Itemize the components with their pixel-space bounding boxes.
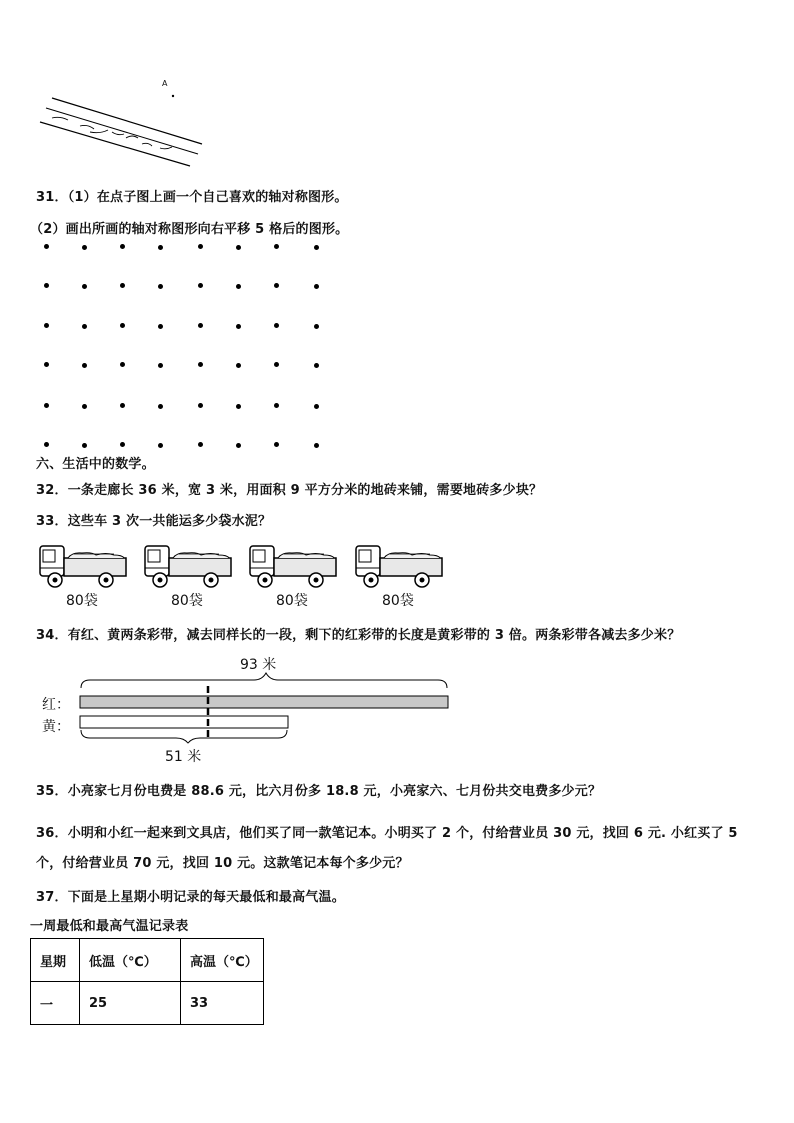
cement-truck bbox=[143, 542, 233, 594]
grid-dot[interactable] bbox=[314, 324, 319, 329]
river-map-sketch bbox=[30, 70, 210, 170]
grid-dot[interactable] bbox=[120, 442, 125, 447]
grid-dot[interactable] bbox=[198, 323, 203, 328]
truck-icon bbox=[143, 542, 233, 590]
cell-weekday: 一 bbox=[31, 982, 80, 1025]
header-low-temp: 低温（℃） bbox=[80, 939, 181, 982]
truck-icon bbox=[248, 542, 338, 590]
cement-truck bbox=[354, 542, 444, 594]
grid-dot[interactable] bbox=[236, 363, 241, 368]
grid-dot[interactable] bbox=[198, 403, 203, 408]
grid-dot[interactable] bbox=[158, 245, 163, 250]
q33-text: 33．这些车 3 次一共能运多少袋水泥？ bbox=[36, 514, 272, 529]
grid-dot[interactable] bbox=[120, 244, 125, 249]
ribbon-diagram bbox=[78, 672, 454, 744]
truck-label: 80袋 bbox=[66, 593, 98, 609]
grid-dot[interactable] bbox=[314, 404, 319, 409]
cell-low-temp: 25 bbox=[80, 982, 181, 1025]
header-high-temp: 高温（℃） bbox=[181, 939, 264, 982]
temperature-table bbox=[30, 938, 264, 1025]
map-point-label: A bbox=[162, 79, 168, 88]
q31-part2: （2）画出所画的轴对称图形向右平移 5 格后的图形。 bbox=[30, 222, 349, 237]
grid-dot[interactable] bbox=[82, 363, 87, 368]
grid-dot[interactable] bbox=[120, 283, 125, 288]
grid-dot[interactable] bbox=[236, 324, 241, 329]
diagram-bottom-label: 51 米 bbox=[165, 749, 202, 765]
grid-dot[interactable] bbox=[236, 245, 241, 250]
grid-dot[interactable] bbox=[44, 244, 49, 249]
grid-dot[interactable] bbox=[82, 324, 87, 329]
q35-text: 35．小亮家七月份电费是 88.6 元，比六月份多 18.8 元，小亮家六、七月份共交电费多少元？ bbox=[36, 784, 602, 799]
q36-line2: 个，付给营业员 70 元，找回 10 元。这款笔记本每个多少元？ bbox=[36, 856, 409, 871]
grid-dot[interactable] bbox=[314, 443, 319, 448]
grid-dot[interactable] bbox=[198, 244, 203, 249]
diagram-top-label: 93 米 bbox=[240, 657, 277, 673]
diagram-red-label: 红： bbox=[42, 697, 70, 713]
q31-part1: 31．（1）在点子图上画一个自己喜欢的轴对称图形。 bbox=[36, 190, 348, 205]
grid-dot[interactable] bbox=[44, 362, 49, 367]
grid-dot[interactable] bbox=[158, 284, 163, 289]
truck-label: 80袋 bbox=[276, 593, 308, 609]
grid-dot[interactable] bbox=[158, 404, 163, 409]
table-row bbox=[31, 982, 264, 1025]
header-weekday: 星期 bbox=[31, 939, 80, 982]
grid-dot[interactable] bbox=[82, 404, 87, 409]
table-title: 一周最低和最高气温记录表 bbox=[30, 919, 189, 934]
grid-dot[interactable] bbox=[82, 284, 87, 289]
grid-dot[interactable] bbox=[44, 323, 49, 328]
truck-icon bbox=[38, 542, 128, 590]
grid-dot[interactable] bbox=[44, 442, 49, 447]
grid-dot[interactable] bbox=[314, 245, 319, 250]
grid-dot[interactable] bbox=[274, 442, 279, 447]
grid-dot[interactable] bbox=[44, 403, 49, 408]
grid-dot[interactable] bbox=[236, 404, 241, 409]
grid-dot[interactable] bbox=[198, 283, 203, 288]
red-ribbon-bar bbox=[80, 696, 448, 708]
grid-dot[interactable] bbox=[82, 245, 87, 250]
diagram-yellow-label: 黄： bbox=[42, 719, 70, 735]
grid-dot[interactable] bbox=[158, 324, 163, 329]
grid-dot[interactable] bbox=[236, 284, 241, 289]
grid-dot[interactable] bbox=[158, 363, 163, 368]
grid-dot[interactable] bbox=[274, 244, 279, 249]
grid-dot[interactable] bbox=[198, 442, 203, 447]
cell-high-temp: 33 bbox=[181, 982, 264, 1025]
grid-dot[interactable] bbox=[198, 362, 203, 367]
q34-text: 34．有红、黄两条彩带，减去同样长的一段，剩下的红彩带的长度是黄彩带的 3 倍。两条彩带各减去多少米？ bbox=[36, 628, 681, 643]
grid-dot[interactable] bbox=[314, 284, 319, 289]
grid-dot[interactable] bbox=[314, 363, 319, 368]
grid-dot[interactable] bbox=[274, 362, 279, 367]
q37-text: 37．下面是上星期小明记录的每天最低和最高气温。 bbox=[36, 890, 345, 905]
grid-dot[interactable] bbox=[82, 443, 87, 448]
yellow-ribbon-bar bbox=[80, 716, 288, 728]
cement-truck bbox=[248, 542, 338, 594]
truck-label: 80袋 bbox=[171, 593, 203, 609]
cement-truck bbox=[38, 542, 128, 594]
q36-line1: 36．小明和小红一起来到文具店，他们买了同一款笔记本。小明买了 2 个，付给营业员 30 元，找回 6 元. 小红买了 5 bbox=[36, 826, 738, 841]
grid-dot[interactable] bbox=[274, 283, 279, 288]
grid-dot[interactable] bbox=[44, 283, 49, 288]
truck-icon bbox=[354, 542, 444, 590]
section6-title: 六、生活中的数学。 bbox=[36, 457, 155, 472]
grid-dot[interactable] bbox=[274, 403, 279, 408]
grid-dot[interactable] bbox=[120, 323, 125, 328]
table-header-row bbox=[31, 939, 264, 982]
grid-dot[interactable] bbox=[236, 443, 241, 448]
grid-dot[interactable] bbox=[120, 362, 125, 367]
grid-dot[interactable] bbox=[158, 443, 163, 448]
q32-text: 32．一条走廊长 36 米，宽 3 米，用面积 9 平方分米的地砖来铺，需要地砖多少块？ bbox=[36, 483, 543, 498]
grid-dot[interactable] bbox=[274, 323, 279, 328]
truck-label: 80袋 bbox=[382, 593, 414, 609]
grid-dot[interactable] bbox=[120, 403, 125, 408]
